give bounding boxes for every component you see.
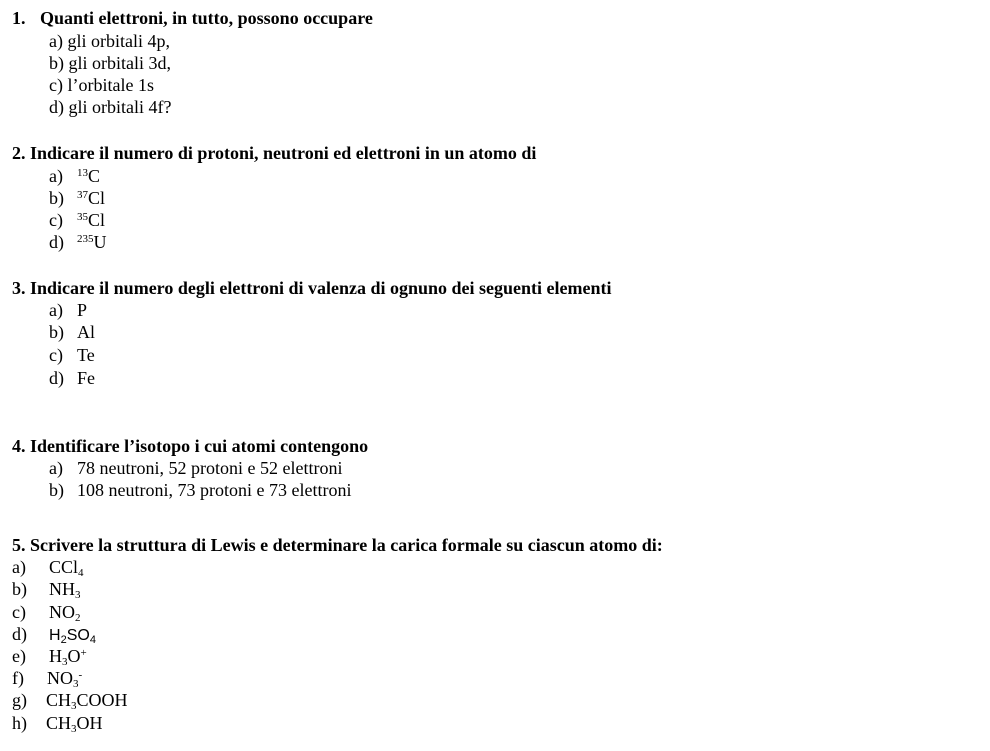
- q5-item-f-label: f): [12, 668, 24, 688]
- q2-item-d: [49, 231, 107, 253]
- q3-item-a: [49, 299, 87, 321]
- q5-item-f-formula: NO: [47, 668, 73, 688]
- q5-item-h: [12, 712, 103, 734]
- q2-item-a-mass: 13: [77, 167, 88, 179]
- q3-item-a-value: P: [77, 300, 88, 320]
- q5-item-g-formula-2: COOH: [76, 690, 128, 710]
- q2-item-b: [49, 187, 105, 209]
- q2-item-a: [49, 165, 100, 187]
- q5-item-e-formula-2: O: [67, 646, 81, 666]
- q5-item-e-sub: 3: [62, 656, 68, 668]
- q3-item-b-value: Al: [77, 322, 95, 342]
- q2-item-c-symbol: Cl: [88, 210, 106, 230]
- q5-item-e-formula-1: H: [49, 646, 62, 666]
- q3-item-b: [49, 321, 95, 343]
- q3-item-c-label: c): [49, 345, 63, 365]
- q5-item-b-formula: NH: [49, 579, 75, 599]
- q1-item-a: a) gli orbitali 4p,: [49, 31, 170, 51]
- q5-item-h-sub: 3: [71, 723, 77, 735]
- q5-item-d-label: d): [12, 624, 27, 644]
- q2-item-c-label: c): [49, 210, 63, 230]
- q2-item-a-label: a): [49, 166, 63, 186]
- q2-item-c-mass: 35: [77, 211, 88, 223]
- q5-item-a-sub: 4: [78, 567, 84, 579]
- q2-item-d-symbol: U: [93, 232, 107, 252]
- q4-item-a-label: a): [49, 458, 63, 478]
- q2-item-a-symbol: C: [88, 166, 101, 186]
- q5-item-b: [12, 578, 81, 600]
- q4-item-a-value: 78 neutroni, 52 protoni e 52 elettroni: [77, 458, 343, 478]
- q5-item-h-formula-2: OH: [76, 713, 103, 733]
- q2-item-d-label: d): [49, 232, 64, 252]
- question-1-heading: [12, 7, 373, 29]
- q5-item-a-formula: CCl: [49, 557, 79, 577]
- q1-item-b: b) gli orbitali 3d,: [49, 53, 171, 73]
- q5-item-d-sub-1: 2: [60, 634, 67, 646]
- q5-item-a-label: a): [12, 557, 26, 577]
- q5-item-c-formula: NO: [49, 602, 75, 622]
- q1-item-d: d) gli orbitali 4f?: [49, 97, 172, 117]
- q5-item-h-formula-1: CH: [46, 713, 72, 733]
- question-4-heading: 4. Identificare l’isotopo i cui atomi contengono: [12, 436, 369, 456]
- q2-item-b-mass: 37: [77, 189, 88, 201]
- q4-item-a: [49, 457, 342, 479]
- question-3-heading: 3. Indicare il numero degli elettroni di valenza di ognuno dei seguenti elementi: [12, 278, 612, 298]
- q4-item-b: [49, 479, 351, 501]
- q5-item-d-sub-2: 4: [89, 634, 96, 646]
- q5-item-c-label: c): [12, 602, 26, 622]
- q2-item-b-symbol: Cl: [88, 188, 106, 208]
- q5-item-d: [12, 623, 96, 647]
- q5-item-g-sub: 3: [71, 700, 77, 712]
- q3-item-d-value: Fe: [77, 368, 95, 388]
- q5-item-g: [12, 689, 128, 711]
- q1-item-c: c) l’orbitale 1s: [49, 75, 154, 95]
- q3-item-d-label: d): [49, 368, 64, 388]
- q4-item-b-label: b): [49, 480, 64, 500]
- question-1-number: 1.: [12, 8, 26, 28]
- q5-item-g-formula-1: CH: [46, 690, 72, 710]
- question-2-heading: 2. Indicare il numero di protoni, neutroni ed elettroni in un atomo di: [12, 143, 537, 163]
- q5-item-f-sub: 3: [73, 678, 79, 690]
- q5-item-d-formula-2: SO: [66, 627, 90, 644]
- question-5-heading: 5. Scrivere la struttura di Lewis e determinare la carica formale su ciascun atomo di:: [12, 535, 663, 555]
- q5-item-e-label: e): [12, 646, 26, 666]
- question-1-text: Quanti elettroni, in tutto, possono occupare: [40, 8, 373, 28]
- q5-item-d-formula-1: H: [49, 627, 61, 644]
- q5-item-g-label: g): [12, 690, 27, 710]
- q5-item-c: [12, 601, 81, 623]
- q5-item-f: [12, 667, 82, 689]
- q5-item-b-label: b): [12, 579, 27, 599]
- q5-item-b-sub: 3: [75, 589, 81, 601]
- q2-item-c: [49, 209, 105, 231]
- q3-item-c: [49, 344, 95, 366]
- q3-item-c-value: Te: [77, 345, 95, 365]
- q3-item-a-label: a): [49, 300, 63, 320]
- q4-item-b-value: 108 neutroni, 73 protoni e 73 elettroni: [77, 480, 352, 500]
- q5-item-a: [12, 556, 84, 578]
- q3-item-b-label: b): [49, 322, 64, 342]
- q5-item-c-sub: 2: [75, 612, 81, 624]
- q5-item-e-charge: +: [80, 647, 87, 659]
- q5-item-f-charge: -: [78, 669, 83, 681]
- q2-item-b-label: b): [49, 188, 64, 208]
- q5-item-h-label: h): [12, 713, 27, 733]
- q3-item-d: [49, 367, 95, 389]
- q5-item-e: [12, 645, 87, 667]
- q2-item-d-mass: 235: [77, 233, 94, 245]
